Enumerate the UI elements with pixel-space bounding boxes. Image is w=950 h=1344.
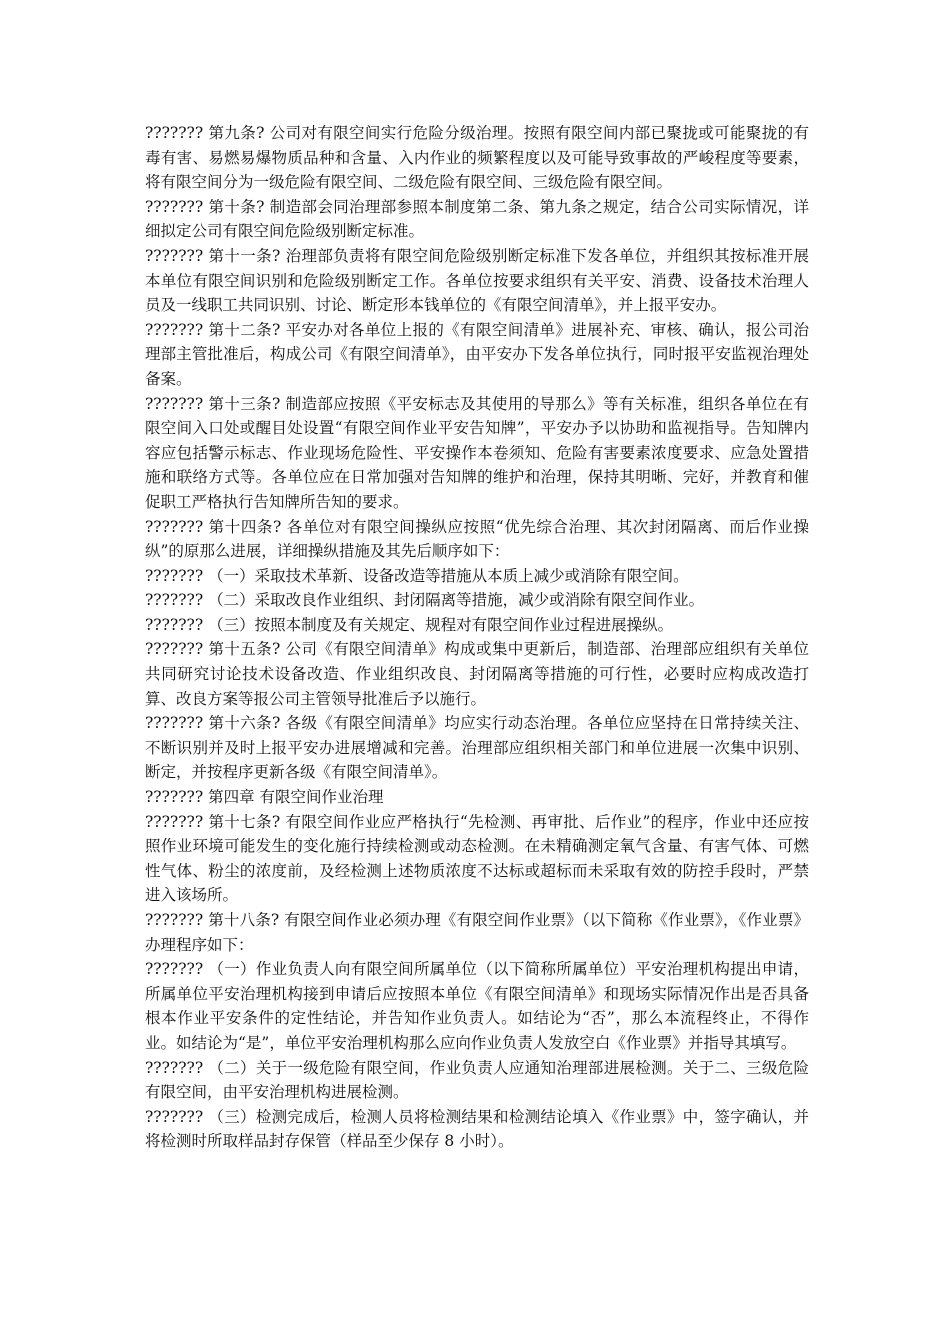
article-13-paragraph: ??????? 第十三条? 制造部应按照《平安标志及其使用的导那么》等有关标准，组织各单位在有限空间入口处或醒目处设置“有限空间作业平安告知牌”，平安办予以协助和监视指导。告知牌内容应包括警示标志、作业现场危险性、平安操作本卷须知、危险有害要素浓度要求、应急处置措施和联络方式等。各单位应在日常加强对告知牌的维护和治理，保持其明晰、完好，并教育和催促职工严格执行告知牌所告知的要求。 xyxy=(145,394,809,511)
article-9-paragraph: ??????? 第九条? 公司对有限空间实行危险分级治理。按照有限空间内部已聚拢或可能聚拢的有毒有害、易燃易爆物质品种和含量、入内作业的频繁程度以及可能导致事故的严峻程度等要素，将有限空间分为一级危险有限空间、二级危险有限空间、三级危险有限空间。 xyxy=(145,124,809,192)
document-body xyxy=(145,121,809,1154)
article-18-item-1: ??????? （一）作业负责人向有限空间所属单位（以下简称所属单位）平安治理机构提出申请，所属单位平安治理机构接到申请后应按照本单位《有限空间清单》和现场实际情况作出是否具备根本作业平安条件的定性结论，并告知作业负责人。如结论为“否”，那么本流程终止，不得作业。如结论为“是”，单位平安治理机构那么应向作业负责人发放空白《作业票》并指导其填写。 xyxy=(145,960,809,1052)
article-18-paragraph: ??????? 第十八条? 有限空间作业必须办理《有限空间作业票》（以下简称《作业票》，《作业票》办理程序如下： xyxy=(145,911,809,954)
article-14-paragraph: ??????? 第十四条? 各单位对有限空间操纵应按照“优先综合治理、其次封闭隔离、而后作业操纵”的原那么进展，详细操纵措施及其先后顺序如下： xyxy=(145,517,809,561)
article-14-item-1: ??????? （一）采取技术革新、设备改造等措施从本质上减少或消除有限空间。 xyxy=(145,566,689,585)
article-17-paragraph: ??????? 第十七条? 有限空间作业应严格执行“先检测、再审批、后作业”的程序，作业中还应按照作业环境可能发生的变化施行持续检测或动态检测。在未精确测定氧气含量、有害气体、可燃性气体、粉尘的浓度前，及经检测上述物质浓度不达标或超标而未采取有效的防控手段时，严禁进入该场所。 xyxy=(145,812,809,905)
article-14-item-2: ??????? （二）采取改良作业组织、封闭隔离等措施，减少或消除有限空间作业。 xyxy=(145,591,705,610)
article-12-paragraph: ??????? 第十二条? 平安办对各单位上报的《有限空间清单》进展补充、审核、确认，报公司治理部主管批准后，构成公司《有限空间清单》，由平安办下发各单位执行，同时报平安监视治理处备案。 xyxy=(145,320,809,388)
article-16-paragraph: ??????? 第十六条? 各级《有限空间清单》均应实行动态治理。各单位应坚持在日常持续关注、不断识别并及时上报平安办进展增减和完善。治理部应组织相关部门和单位进展一次集中识别、断定，并按程序更新各级《有限空间清单》。 xyxy=(145,714,809,782)
article-11-paragraph: ??????? 第十一条? 治理部负责将有限空间危险级别断定标准下发各单位，并组织其按标准开展本单位有限空间识别和危险级别断定工作。各单位按要求组织有关平安、消费、设备技术治理人员及一线职工共同识别、讨论、断定形本钱单位的《有限空间清单》，并上报平安办。 xyxy=(145,246,809,315)
article-15-paragraph: ??????? 第十五条? 公司《有限空间清单》构成或集中更新后，制造部、治理部应组织有关单位共同研究讨论技术设备改造、作业组织改良、封闭隔离等措施的可行性，必要时应构成改造打算、改良方案等报公司主管领导批准后予以施行。 xyxy=(145,640,809,708)
article-18-item-3: ??????? （三）检测完成后，检测人员将检测结果和检测结论填入《作业票》中，签字确认，并将检测时所取样品封存保管（样品至少保存 8 小时）。 xyxy=(145,1107,809,1151)
article-14-item-3: ??????? （三）按照本制度及有关规定、规程对有限空间作业过程进展操纵。 xyxy=(145,615,674,634)
chapter-4-heading: ??????? 第四章 有限空间作业治理 xyxy=(145,788,384,807)
article-18-item-2: ??????? （二）关于一级危险有限空间，作业负责人应通知治理部进展检测。关于二、三级危险有限空间，由平安治理机构进展检测。 xyxy=(145,1058,809,1102)
article-10-paragraph: ??????? 第十条? 制造部会同治理部参照本制度第二条、第九条之规定，结合公司实际情况，详细拟定公司有限空间危险级别断定标准。 xyxy=(145,197,809,241)
